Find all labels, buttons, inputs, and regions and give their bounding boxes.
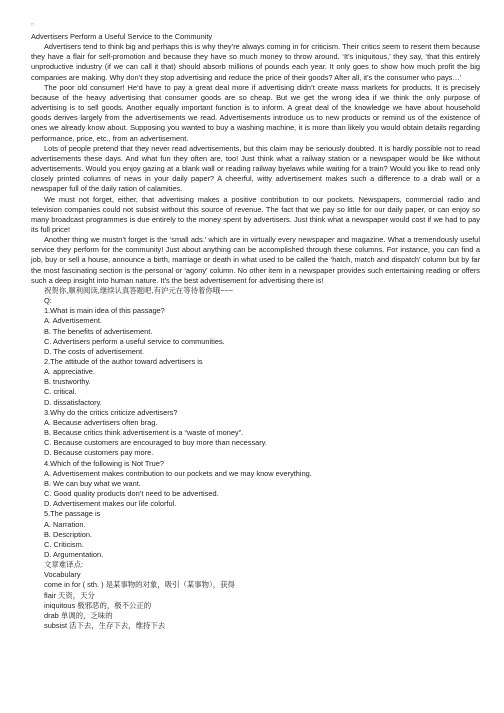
paragraph-5: Another thing we mustn’t forget is the ‘small ads.’ which are in virtually every newspaper and magazine. What a tremendously useful service they perform for the community! Just about anything can be accomplished through these columns. For instance, you can find a job, buy or sell a house, announce a birth, marriage or death in what used to be called the ‘hatch, match and dispatch’ column but by far the most fascinating section is the personal or ‘agony’ column. No other item in a newspaper provides such entertaining reading or offers such a deep insight into human nature. It’s the best advertisement for advertising there is! [31,235,480,285]
page-marker: □ [31,22,35,28]
option-1b: B. The benefits of advertisement. [44,326,153,336]
vocab-subsist: subsist 活下去，生存下去，维持下去 [44,621,166,631]
option-2d: D. dissatisfactory. [44,397,102,407]
option-4b: B. We can buy what we want. [44,478,141,488]
question-2: 2.The attitude of the author toward advertisers is [44,357,203,366]
vocab-drab: drab 单调的，乏味的 [44,610,113,620]
questions-label: Q: [44,296,52,306]
option-2c: C. critical. [44,387,77,397]
document-body [31,32,480,631]
option-5c: C. Criticism. [44,539,84,549]
option-4c: C. Good quality products don’t need to be advertised. [44,489,219,499]
option-4a: A. Advertisement makes contribution to our pockets and we may know everything. [44,468,312,478]
option-5d: D. Argumentation. [44,549,104,559]
option-3d: D. Because customers pay more. [44,448,154,458]
paragraph-4: We must not forget, either, that advertising makes a positive contribution to our pockets. Newspapers, commercial radio and television companies could not subsist without this source of revenue. The fact that we pay so little for our daily paper, or can enjoy so many broadcast programmes is due entirely to the money spent by advertisers. Just think what a newspaper would cost if we had to pay its full price! [31,194,480,234]
paragraph-2: The poor old consumer! He’d have to pay a great deal more if advertising didn’t create mass markets for products. It is precisely because of the heavy advertising that consumer goods are so cheap. But we get the wrong idea if we think the only purpose of advertising is to sell goods. Another equally important function is to inform. A great deal of the knowledge we have about household goods derives largely from the advertisements we read. Advertisements introduce us to new products or remind us of the existence of ones we already know about. Supposing you wanted to buy a washing machine, it is more than likely you would obtain details regarding performance, price, etc., from an advertisement. [31,82,480,143]
notes-heading: 文章难译点: [44,560,84,570]
option-1c: C. Advertisers perform a useful service to communities. [44,336,225,346]
option-2b: B. trustworthy. [44,377,91,387]
option-1a: A. Advertisement. [44,316,102,326]
paragraph-1: Advertisers tend to think big and perhaps this is why they’re always coming in for criticism. Their critics seem to resent them because they have a flair for self-promotion and because they have so much money to throw around. ‘It’s iniquitous,’ they say, ‘that this entirely unproductive industry (if we can call it that) should absorb millions of pounds each year. It only goes to show how much profit the big companies are making. Why don’t they stop advertising and reduce the price of their goods? After all, it’s the consumer who pays…’ [31,42,480,82]
encouragement-line: 祝贺你,顺利阅读,继续认真答题吧,有沪元在等待着你哦~~~ [44,285,234,295]
question-1: 1.What is main idea of this passage? [44,306,165,316]
article-title: Advertisers Perform a Useful Service to the Community [31,32,213,41]
option-1d: D. The costs of advertisement. [44,346,145,356]
option-3b: B. Because critics think advertisement is a “waste of money”. [44,428,244,438]
option-4d: D. Advertisement makes our life colorful. [44,499,177,509]
option-5a: A. Narration. [44,519,86,529]
vocab-iniquitous: iniquitous 极邪恶的，极不公正的 [44,600,152,610]
vocab-flair: flair 天资，天分 [44,590,95,600]
vocab-come-in-for: come in for ( sth. ) 是某事物的对象，吸引（某事物），获得 [44,580,235,590]
option-3c: C. Because customers are encouraged to buy more than necessary. [44,438,267,448]
vocabulary-heading: Vocabulary [44,570,81,580]
option-5b: B. Description. [44,529,93,539]
question-3: 3.Why do the critics criticize advertisers? [44,407,178,417]
question-4: 4.Which of the following is Not True? [44,458,164,468]
question-5: 5.The passage is [44,509,101,519]
paragraph-3: Lots of people pretend that they never read advertisements, but this claim may be seriously doubted. It is hardly possible not to read advertisements these days. And what fun they often are, too! Just think what a railway station or a newspaper would be like without advertisements. Would you enjoy gazing at a blank wall or reading railway byelaws while waiting for a train? Would you like to read only closely printed columns of news in your daily paper? A cheerful, witty advertisement makes such a difference to a drab wall or a newspaper full of the daily ration of calamities. [31,143,480,194]
option-3a: A. Because advertisers often brag. [44,417,158,427]
option-2a: A. appreciative. [44,367,95,377]
